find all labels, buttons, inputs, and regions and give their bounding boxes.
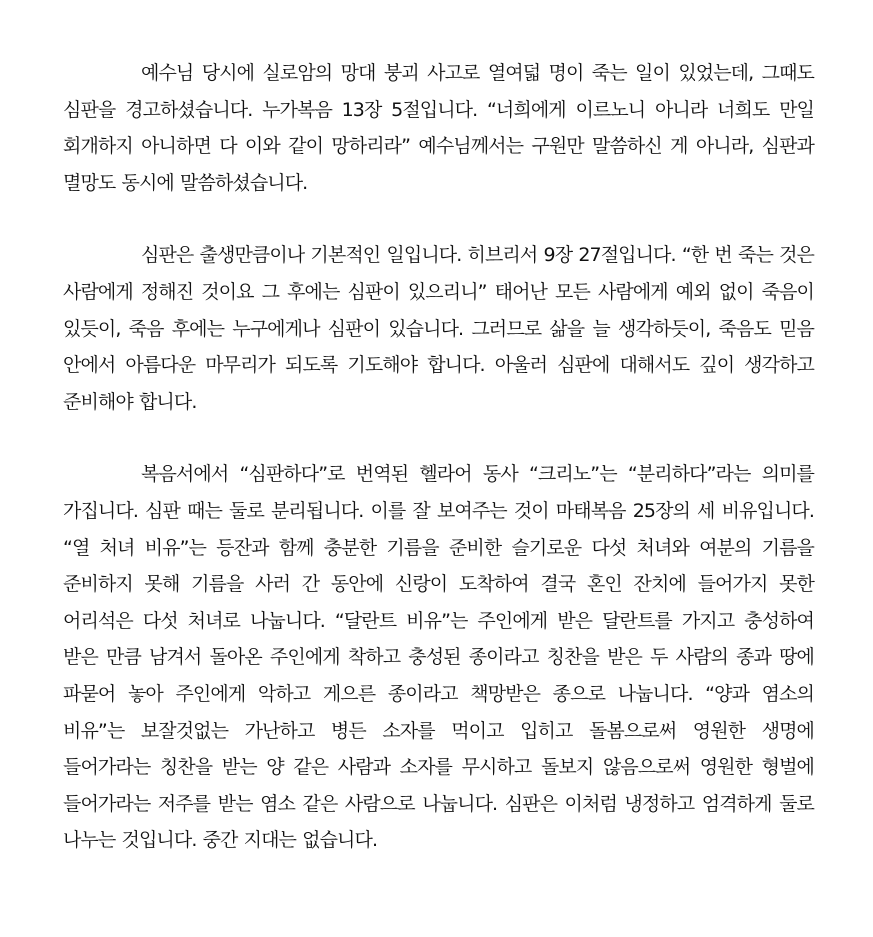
paragraph-3: 복음서에서 “심판하다”로 번역된 헬라어 동사 “크리노”는 “분리하다”라는 의미를 가집니다. 심판 때는 둘로 분리됩니다. 이를 잘 보여주는 것이 마태복음 25장의 세 비유입니다. “열 처녀 비유”는 등잔과 함께 충분한 기름을 준비한 슬기로운 다섯 처녀와 여분의 기름을 준비하지 못해 기름을 사러 간 동안에 신랑이 도착하여 결국 혼인 잔치에 들어가지 못한 어리석은 다섯 처녀로 나눕니다. “달란트 비유”는 주인에게 받은 달란트를 가지고 충성하여 받은 만큼 남겨서 돌아온 주인에게 착하고 충성된 종이라고 칭찬을 받은 두 사람의 종과 땅에 파묻어 놓아 주인에게 악하고 게으른 종이라고 책망받은 종으로 나눕니다. “양과 염소의 비유”는 보잘것없는 가난하고 병든 소자를 먹이고 입히고 돌봄으로써 영원한 생명에 들어가라는 칭찬을 받는 양 같은 사람과 소자를 무시하고 돌보지 않음으로써 영원한 형벌에 들어가라는 저주를 받는 염소 같은 사람으로 나눕니다. 심판은 이처럼 냉정하고 엄격하게 둘로 나누는 것입니다. 중간 지대는 없습니다. <box>63 463 815 852</box>
paragraph-2: 심판은 출생만큼이나 기본적인 일입니다. 히브리서 9장 27절입니다. “한 번 죽는 것은 사람에게 정해진 것이요 그 후에는 심판이 있으리니” 태어난 모든 사람에게 예외 없이 죽음이 있듯이, 죽음 후에는 누구에게나 심판이 있습니다. 그러므로 삶을 늘 생각하듯이, 죽음도 믿음 안에서 아름다운 마무리가 되도록 기도해야 합니다. 아울러 심판에 대해서도 깊이 생각하고 준비해야 합니다. <box>63 244 814 413</box>
document-body <box>63 55 814 859</box>
paragraph-1: 예수님 당시에 실로암의 망대 붕괴 사고로 열여덟 명이 죽는 일이 있었는데, 그때도 심판을 경고하셨습니다. 누가복음 13장 5절입니다. “너희에게 이르노니 아니라 너희도 만일 회개하지 아니하면 다 이와 같이 망하리라” 예수님께서는 구원만 말씀하신 게 아니라, 심판과 멸망도 동시에 말씀하셨습니다. <box>63 62 814 194</box>
